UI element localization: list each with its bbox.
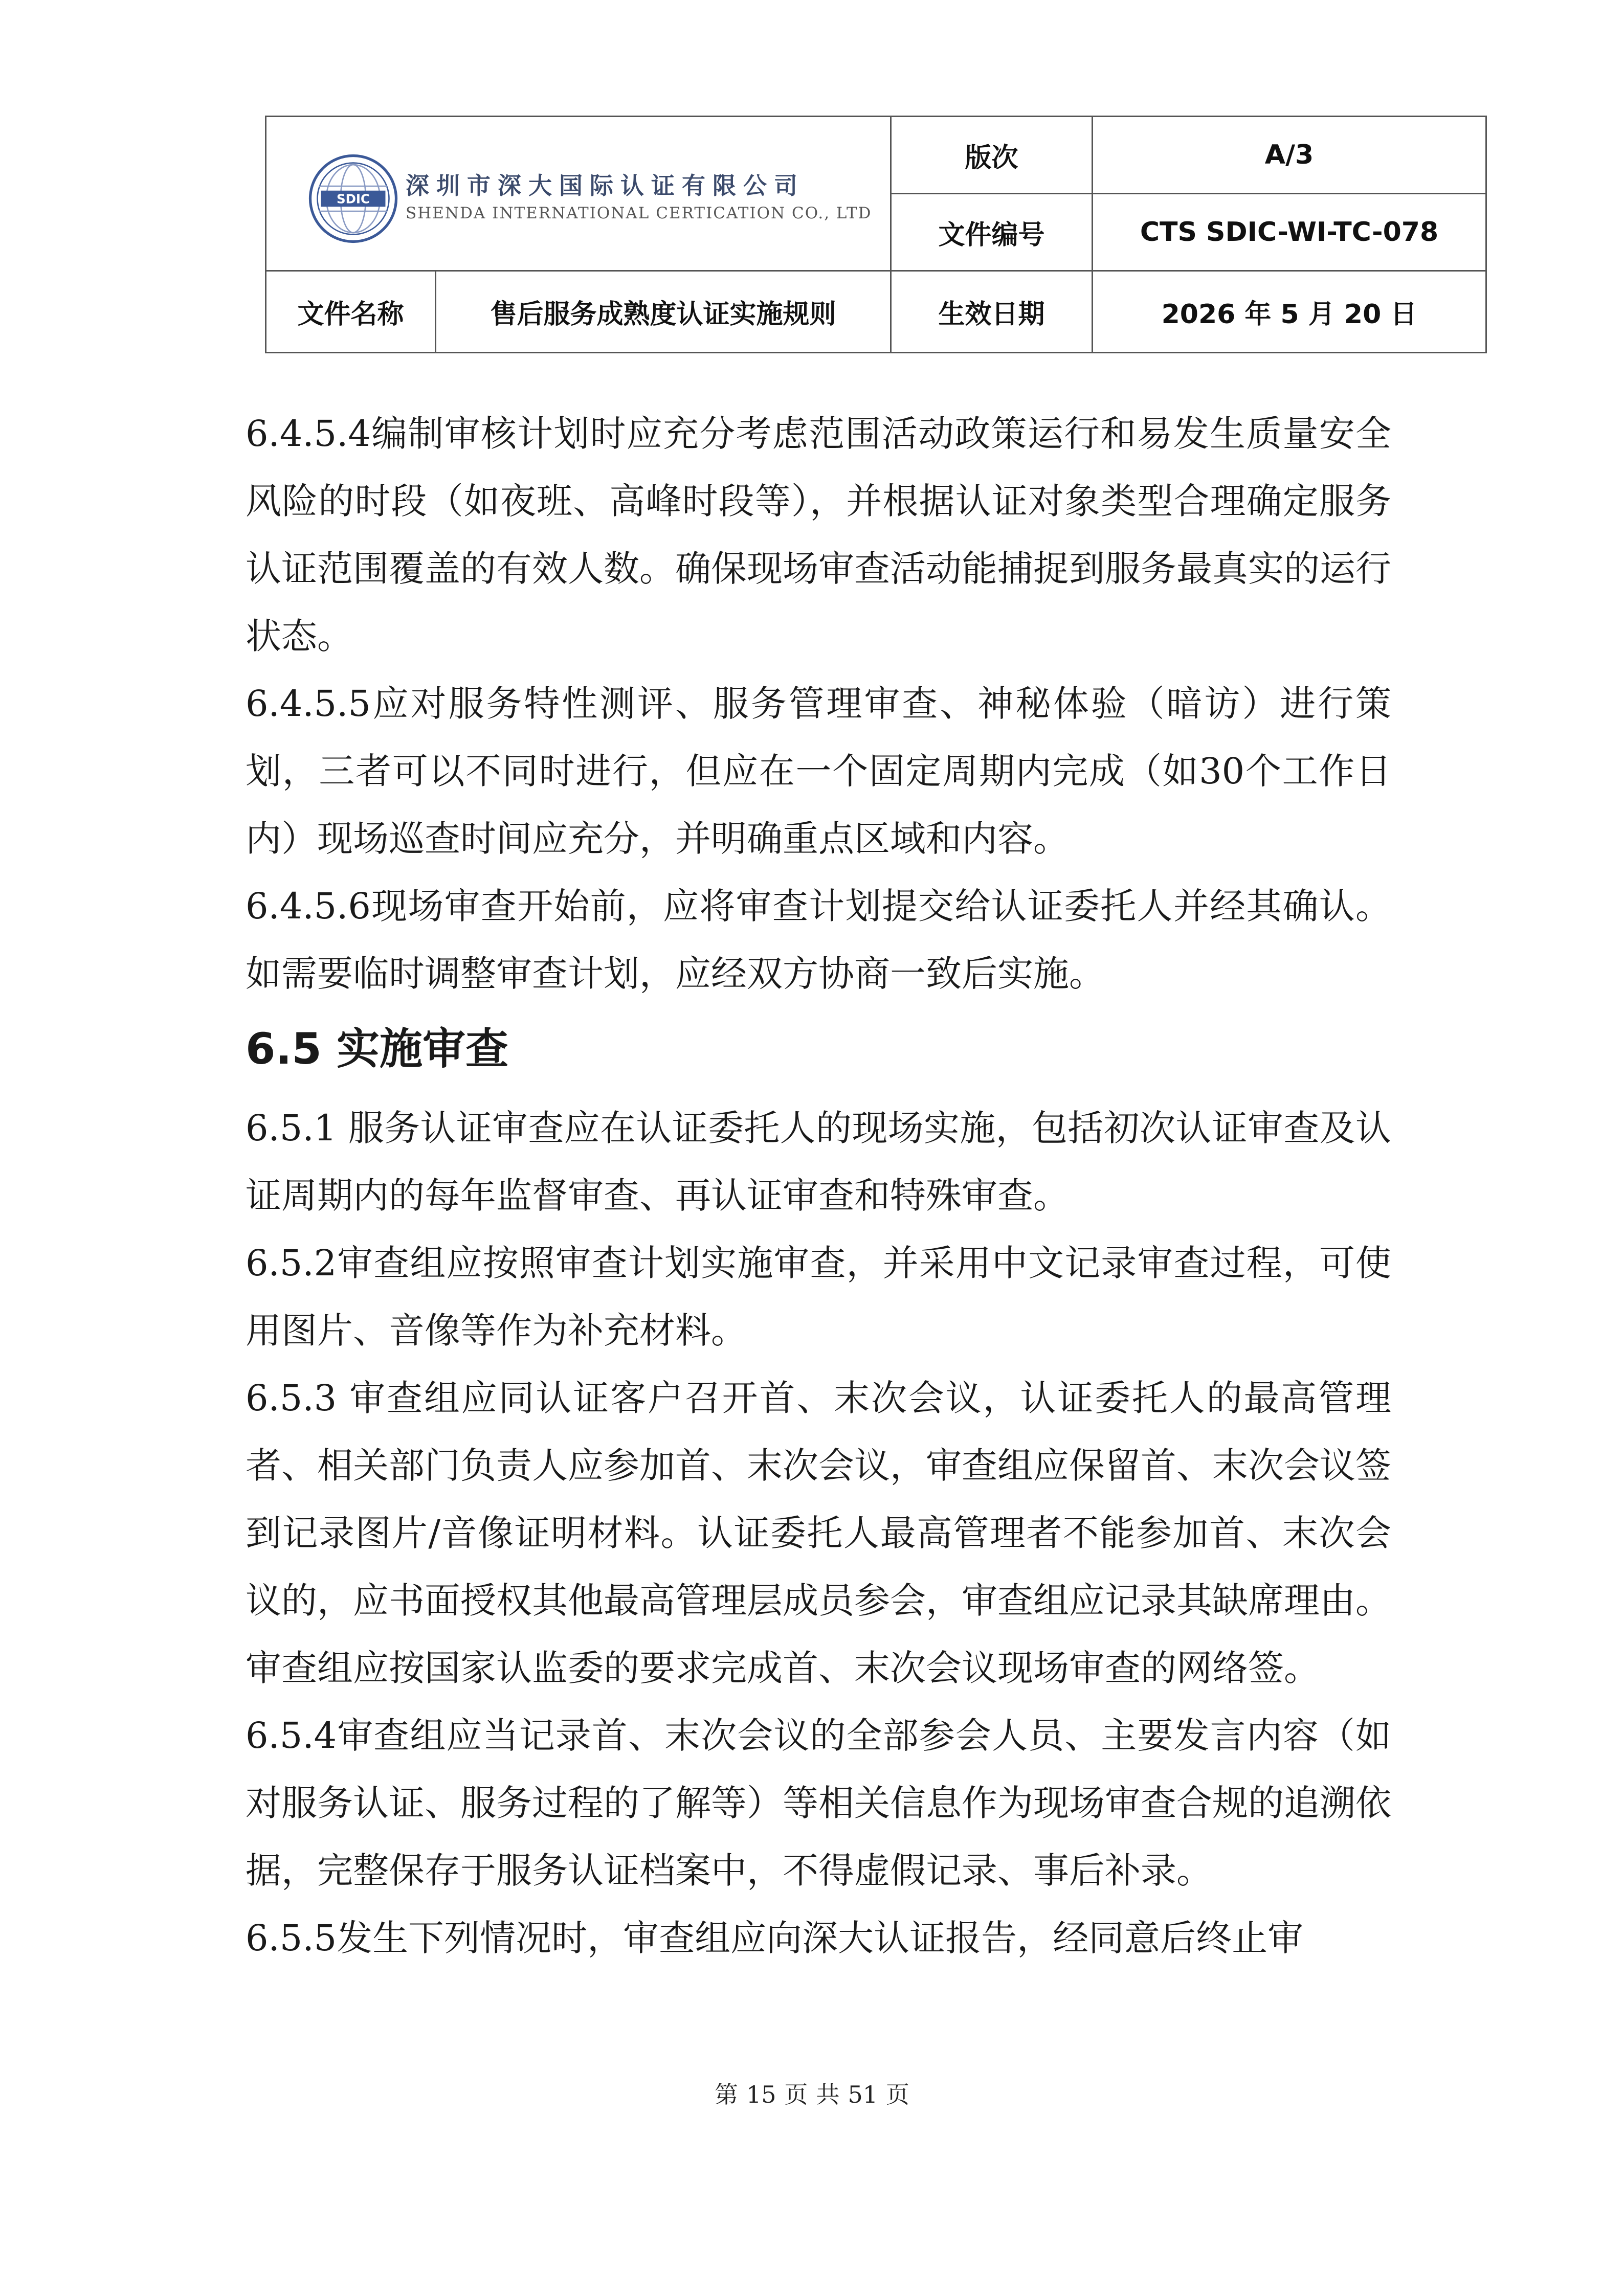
paragraph-6-4-5-6: 6.4.5.6现场审查开始前，应将审查计划提交给认证委托人并经其确认。如需要临时调整审查计划，应经双方协商一致后实施。 (246, 885, 1391, 995)
footer-prefix: 第 (714, 2081, 738, 2108)
paragraph-6-5-5: 6.5.5发生下列情况时，审查组应向深大认证报告，经同意后终止审 (246, 1917, 1304, 1959)
doc-number-label: 文件编号 (891, 194, 1093, 271)
footer-suffix: 页 (886, 2081, 910, 2108)
total-pages: 51 (848, 2081, 878, 2108)
paragraph-6-5-4: 6.5.4审查组应当记录首、末次会议的全部参会人员、主要发言内容（如对服务认证、服务过程的了解等）等相关信息作为现场审查合规的追溯依据，完整保存于服务认证档案中，不得虚假记录、事后补录。 (246, 1715, 1391, 1892)
effective-date-label: 生效日期 (891, 271, 1093, 353)
paragraph-6-4-5-5: 6.4.5.5应对服务特性测评、服务管理审查、神秘体验（暗访）进行策划，三者可以不同时进行，但应在一个固定周期内完成（如30个工作日内）现场巡查时间应充分，并明确重点区域和内容。 (246, 683, 1391, 860)
document-body (246, 400, 1391, 1972)
version-label: 版次 (891, 117, 1093, 194)
page-footer (0, 2076, 1624, 2110)
footer-total-word: 共 (816, 2081, 840, 2108)
effective-date-value: 2026 年 5 月 20 日 (1093, 271, 1486, 353)
company-name-cn: 深圳市深大国际认证有限公司 (406, 172, 805, 199)
paragraph-6-5-3: 6.5.3 审查组应同认证客户召开首、末次会议，认证委托人的最高管理者、相关部门负责人应参加首、末次会议，审查组应保留首、末次会议签到记录图片/音像证明材料。认证委托人最高管理者不能参加首、末次会议的，应书面授权其他最高管理层成员参会，审查组应记录其缺席理由。审查组应按国家认监委的要求完成首、末次会议现场审查的网络签。 (246, 1377, 1391, 1689)
section-heading-6-5: 6.5 实施审查 (246, 1024, 509, 1074)
company-logo-cell (266, 117, 891, 271)
doc-number-value: CTS SDIC-WI-TC-078 (1093, 194, 1486, 271)
logo-text: SDIC (336, 191, 370, 207)
paragraph-6-5-2: 6.5.2审查组应按照审查计划实施审查，并采用中文记录审查过程，可使用图片、音像等作为补充材料。 (246, 1242, 1391, 1352)
version-value: A/3 (1093, 117, 1486, 194)
doc-name-label: 文件名称 (266, 271, 436, 353)
footer-page-word: 页 (784, 2081, 808, 2108)
document-header-table (265, 116, 1487, 353)
sdic-logo-icon (308, 154, 398, 243)
page-number: 15 (746, 2081, 776, 2108)
company-name-en: SHENDA INTERNATIONAL CERTICATION CO., LTD (406, 204, 872, 222)
paragraph-6-4-5-4: 6.4.5.4编制审核计划时应充分考虑范围活动政策运行和易发生质量安全风险的时段（如夜班、高峰时段等），并根据认证对象类型合理确定服务认证范围覆盖的有效人数。确保现场审查活动能捕捉到服务最真实的运行状态。 (246, 413, 1391, 657)
doc-name-value: 售后服务成熟度认证实施规则 (436, 271, 891, 353)
paragraph-6-5-1: 6.5.1 服务认证审查应在认证委托人的现场实施，包括初次认证审查及认证周期内的每年监督审查、再认证审查和特殊审查。 (246, 1107, 1391, 1217)
